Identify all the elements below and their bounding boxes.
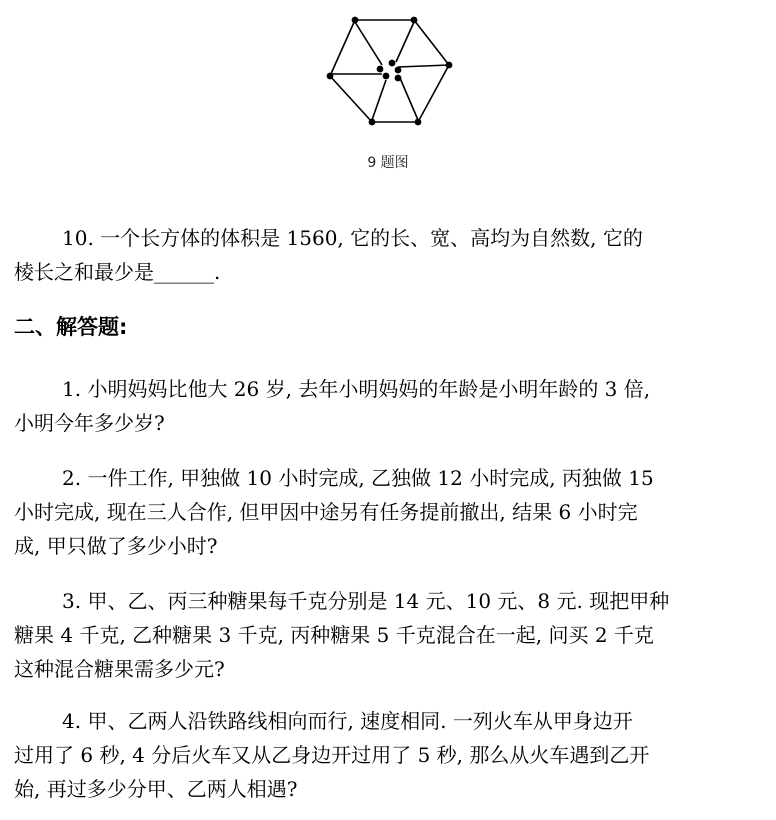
problem-1-line2: 小明今年多少岁? xyxy=(14,411,165,435)
section-heading: 二、解答题: xyxy=(14,315,128,339)
problem-3-line2: 糖果 4 千克, 乙种糖果 3 千克, 丙种糖果 5 千克混合在一起, 问买 2 千克 xyxy=(14,623,654,647)
problem-1 xyxy=(14,372,770,440)
problem-3-line1: 3. 甲、乙、丙三种糖果每千克分别是 14 元、10 元、8 元. 现把甲种 xyxy=(62,589,670,613)
problem-4 xyxy=(14,704,770,806)
problem-4-line2: 过用了 6 秒, 4 分后火车又从乙身边开过用了 5 秒, 那么从火车遇到乙开 xyxy=(14,743,650,767)
question-10-line1: 10. 一个长方体的体积是 1560, 它的长、宽、高均为自然数, 它的 xyxy=(62,226,643,250)
hexagon-matchstick-figure xyxy=(318,10,468,135)
figure-caption: 9 题图 xyxy=(367,155,409,171)
problem-4-line3: 始, 再过多少分甲、乙两人相遇? xyxy=(14,777,298,801)
problem-4-line1: 4. 甲、乙两人沿铁路线相向而行, 速度相同. 一列火车从甲身边开 xyxy=(62,709,633,733)
question-10-line2: 棱长之和最少是______. xyxy=(14,260,221,284)
problem-3-line3: 这种混合糖果需多少元? xyxy=(14,657,225,681)
problem-1-line1: 1. 小明妈妈比他大 26 岁, 去年小明妈妈的年龄是小明年龄的 3 倍, xyxy=(62,377,651,401)
question-10 xyxy=(14,221,770,289)
problem-2-line1: 2. 一件工作, 甲独做 10 小时完成, 乙独做 12 小时完成, 丙独做 15 xyxy=(62,466,654,490)
problem-3 xyxy=(14,584,770,686)
problem-2-line2: 小时完成, 现在三人合作, 但甲因中途另有任务提前撤出, 结果 6 小时完 xyxy=(14,500,638,524)
problem-2 xyxy=(14,461,770,563)
problem-2-line3: 成, 甲只做了多少小时? xyxy=(14,534,218,558)
